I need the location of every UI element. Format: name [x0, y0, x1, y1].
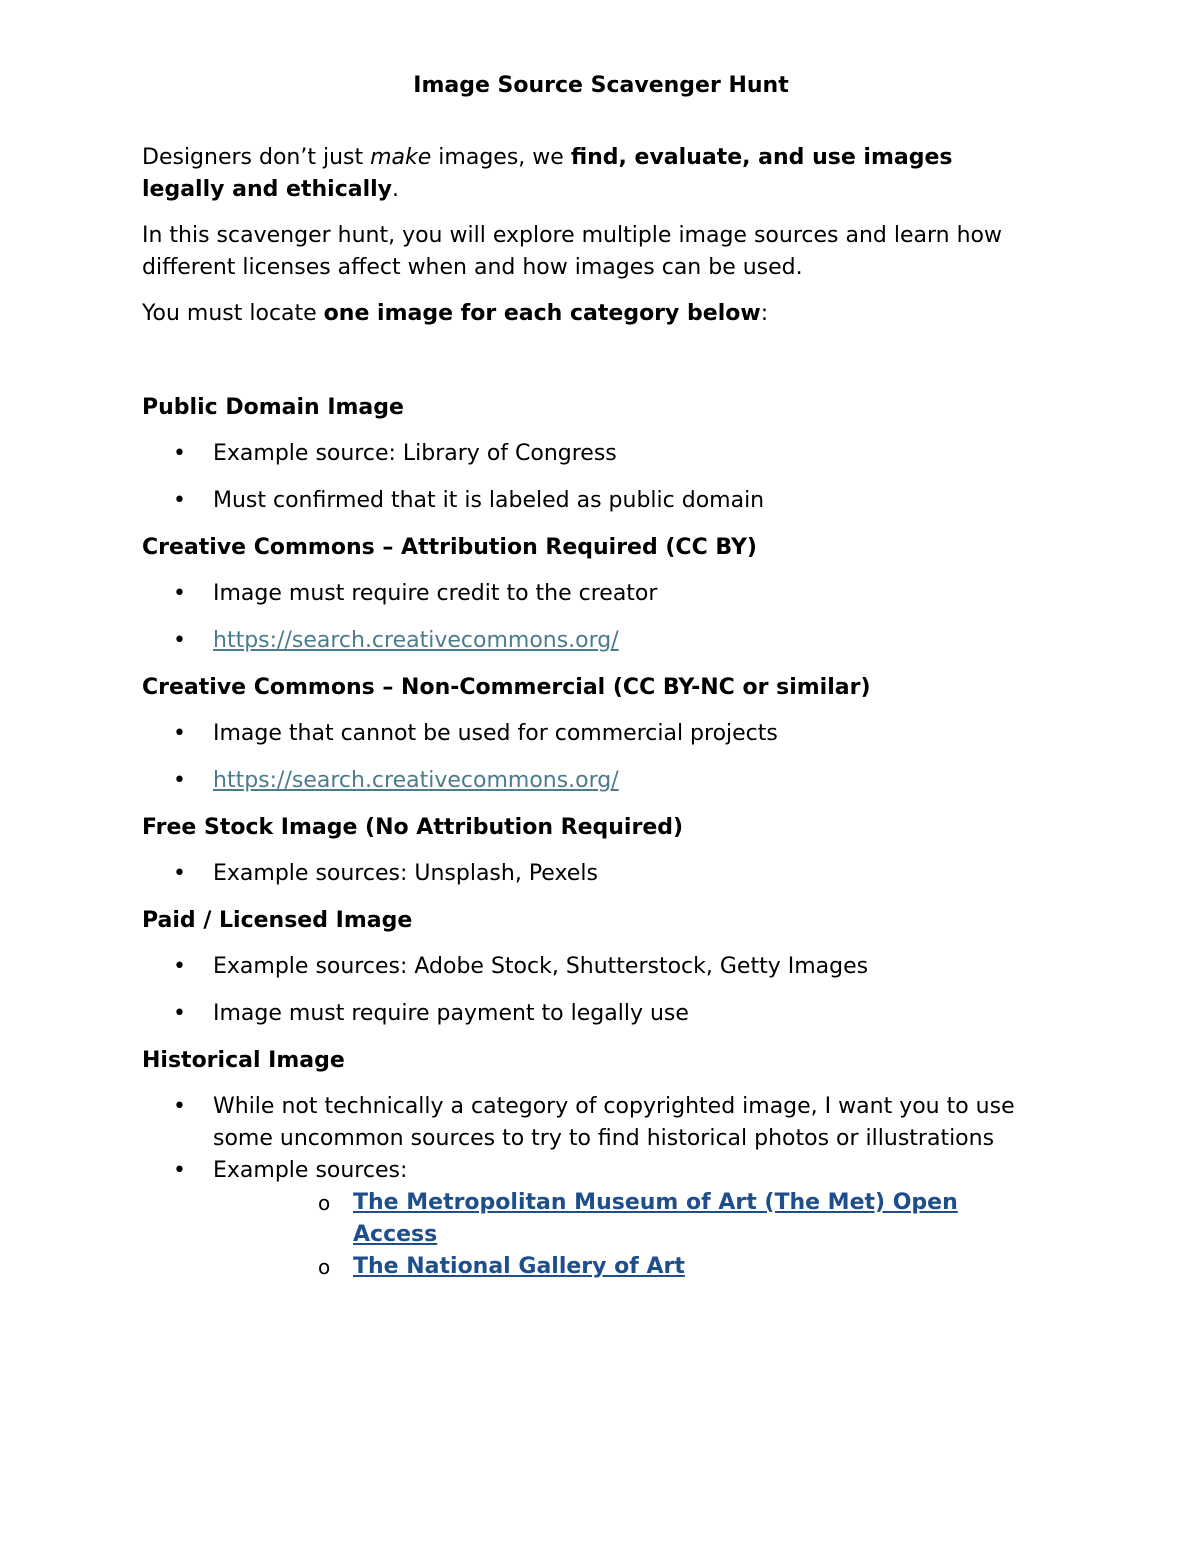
intro-text: images, we	[431, 145, 571, 170]
creativecommons-search-link[interactable]: https://search.creativecommons.org/	[213, 768, 619, 793]
list-item	[142, 485, 1042, 517]
sub-list-example-sources	[213, 1187, 1042, 1283]
creativecommons-search-link[interactable]: https://search.creativecommons.org/	[213, 628, 619, 653]
circle-bullet-icon: o	[318, 1255, 331, 1279]
list-item	[142, 578, 1042, 610]
bullet-icon: •	[173, 1094, 186, 1119]
list-paid	[142, 951, 1042, 1030]
list-item	[142, 1155, 1042, 1283]
document-page	[142, 70, 1042, 1297]
list-cc-nc	[142, 718, 1042, 797]
intro-text: You must locate	[142, 301, 324, 326]
sub-list-item	[213, 1251, 1042, 1283]
bullet-icon: •	[173, 861, 186, 886]
section-heading-historical: Historical Image	[142, 1048, 345, 1073]
list-item	[142, 438, 1042, 470]
intro-paragraph-2: In this scavenger hunt, you will explore multiple image sources and learn how different licenses affect when and how images can be used.	[142, 223, 1002, 280]
bullet-icon: •	[173, 1158, 186, 1183]
list-cc-by	[142, 578, 1042, 657]
spacer	[142, 344, 1042, 392]
section-heading-free-stock: Free Stock Image (No Attribution Required)	[142, 815, 684, 840]
list-free-stock	[142, 858, 1042, 890]
intro-text: :	[760, 301, 769, 326]
document-title: Image Source Scavenger Hunt	[413, 73, 789, 98]
list-historical	[142, 1091, 1042, 1283]
list-item-text: Image must require payment to legally use	[213, 1001, 689, 1026]
intro-strong: one image for each category below	[323, 301, 761, 326]
list-item-text: Example sources:	[213, 1158, 408, 1183]
bullet-icon: •	[173, 488, 186, 513]
national-gallery-link[interactable]: The National Gallery of Art	[353, 1254, 685, 1279]
section-heading-cc-by: Creative Commons – Attribution Required (CC BY)	[142, 535, 757, 560]
bullet-icon: •	[173, 721, 186, 746]
list-item	[142, 1091, 1042, 1155]
intro-text: Designers don’t just	[142, 145, 371, 170]
intro-paragraph-1	[142, 142, 1042, 206]
intro-text: .	[392, 177, 400, 202]
list-item	[142, 951, 1042, 983]
bullet-icon: •	[173, 628, 186, 653]
bullet-icon: •	[173, 581, 186, 606]
list-item-text: Example sources: Unsplash, Pexels	[213, 861, 598, 886]
met-open-access-link[interactable]: The Metropolitan Museum of Art (The Met) Open Access	[353, 1190, 958, 1247]
bullet-icon: •	[173, 1001, 186, 1026]
bullet-icon: •	[173, 441, 186, 466]
list-item-text: Example sources: Adobe Stock, Shutterstock, Getty Images	[213, 954, 869, 979]
circle-bullet-icon: o	[318, 1191, 331, 1215]
list-item	[142, 718, 1042, 750]
section-heading-public-domain: Public Domain Image	[142, 395, 404, 420]
list-item	[142, 858, 1042, 890]
list-public-domain	[142, 438, 1042, 517]
list-item	[142, 765, 1042, 797]
list-item-text: Example source: Library of Congress	[213, 441, 617, 466]
list-item	[142, 625, 1042, 657]
section-heading-paid: Paid / Licensed Image	[142, 908, 413, 933]
bullet-icon: •	[173, 768, 186, 793]
list-item-text: Must confirmed that it is labeled as public domain	[213, 488, 765, 513]
section-heading-cc-nc: Creative Commons – Non-Commercial (CC BY-NC or similar)	[142, 675, 871, 700]
bullet-icon: •	[173, 954, 186, 979]
intro-emphasis: make	[370, 145, 432, 170]
list-item-text: While not technically a category of copyrighted image, I want you to use some uncommon sources to try to find historical photos or illustrations	[213, 1094, 1015, 1151]
list-item-text: Image that cannot be used for commercial projects	[213, 721, 778, 746]
sub-list-item	[213, 1187, 1042, 1251]
list-item-text: Image must require credit to the creator	[213, 581, 658, 606]
list-item	[142, 998, 1042, 1030]
intro-strong: find, evaluate, and use images legally and ethically	[142, 145, 953, 202]
intro-paragraph-3	[142, 298, 1042, 330]
